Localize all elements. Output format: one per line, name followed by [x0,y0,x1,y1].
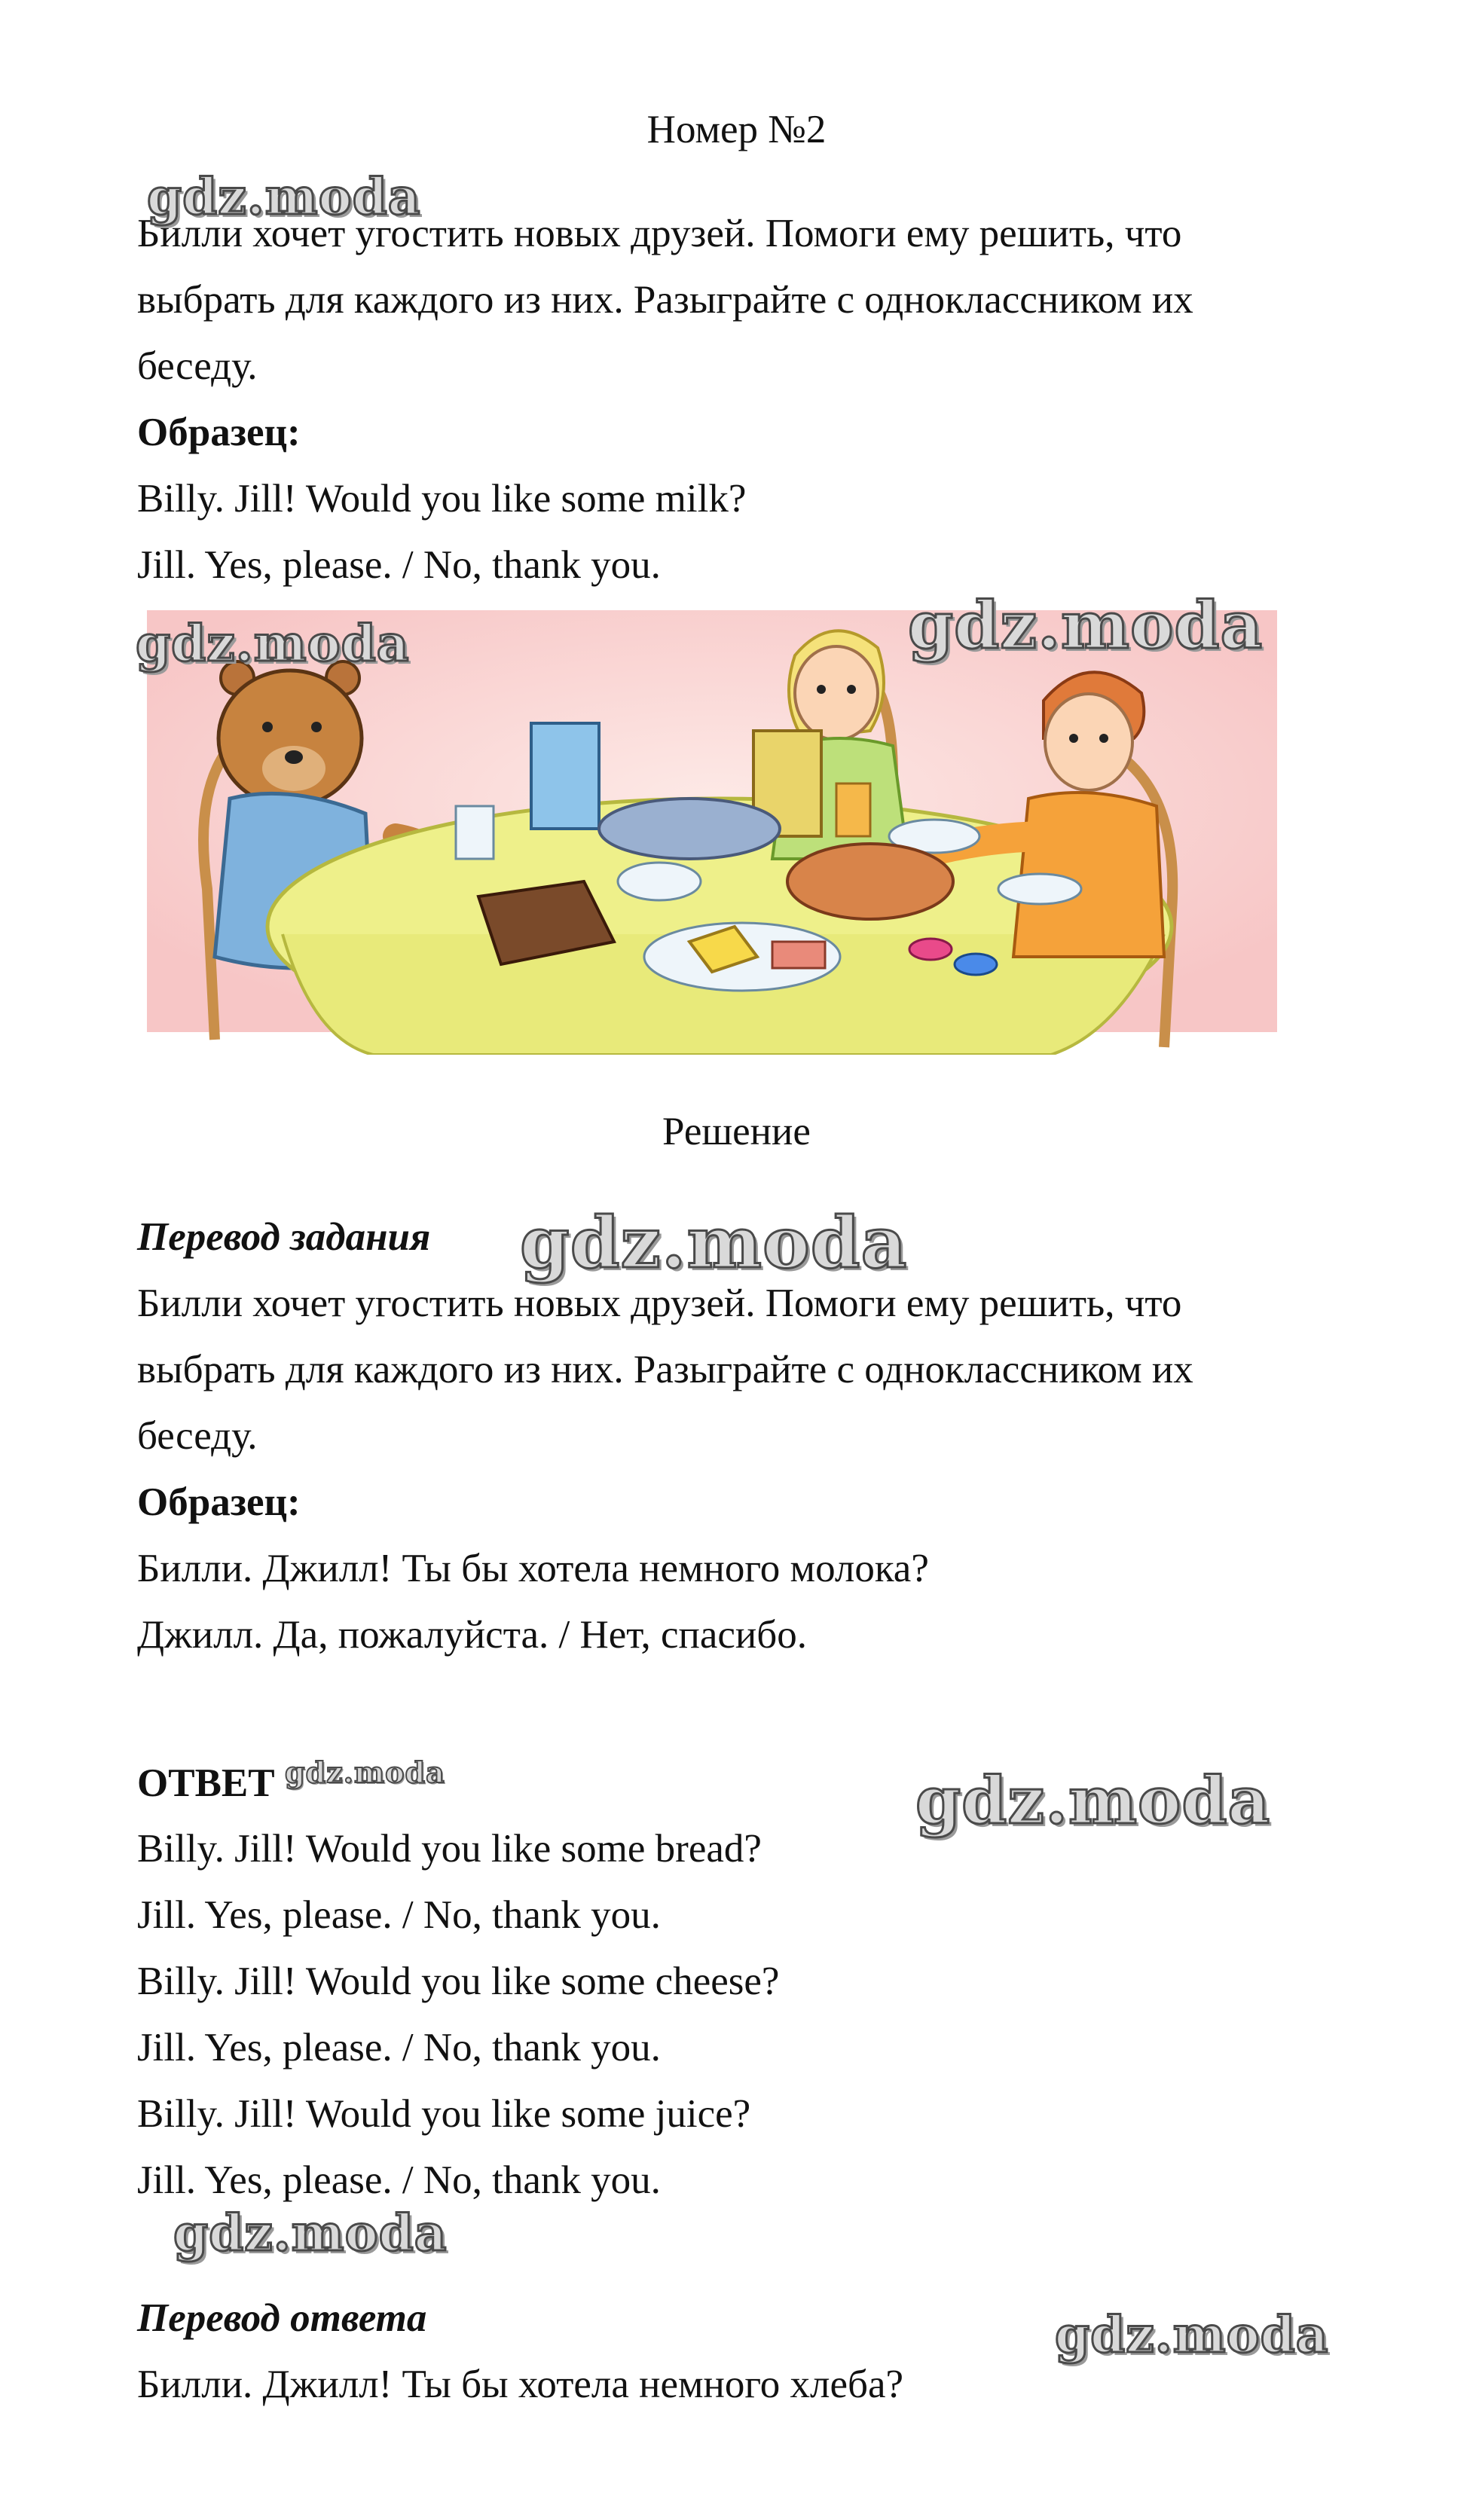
milk-carton [531,723,599,829]
translation-sample-line-1: Билли. Джилл! Ты бы хотела немного молока? [137,1547,929,1590]
sample-line-1: Billy. Jill! Would you like some milk? [137,477,747,521]
translation-sample-line-2: Джилл. Да, пожалуйста. / Нет, спасибо. [137,1613,807,1657]
watermark: gdz.moda [908,588,1264,664]
watermark: gdz.moda [520,1202,908,1284]
watermark: gdz.moda [915,1763,1271,1839]
translation-line-1: Билли хочет угостить новых друзей. Помоги ему решить, что [137,1281,1182,1325]
watermark: gdz.moda [173,2204,448,2262]
tea-party-illustration [147,610,1277,1055]
translation-line-3: беседу. [137,1414,258,1458]
solution-heading: Решение [662,1110,811,1153]
page-title: Номер №2 [646,108,827,151]
task-line-2: выбрать для каждого из них. Разыграйте с одноклассником их [137,278,1193,322]
answer-line-2: Jill. Yes, please. / No, thank you. [137,1893,661,1937]
answer-translation-line-1: Билли. Джилл! Ты бы хотела немного хлеба? [137,2363,904,2406]
watermark: gdz.moda [147,167,421,226]
task-line-1: Билли хочет угостить новых друзей. Помоги ему решить, что [137,212,1182,255]
translation-line-2: выбрать для каждого из них. Разыграйте с одноклассником их [137,1348,1193,1391]
answer-heading: ОТВЕТ [137,1761,275,1805]
watermark: gdz.moda [136,614,410,673]
sample-heading: Образец: [137,411,301,454]
answer-line-4: Jill. Yes, please. / No, thank you. [137,2026,661,2069]
sample-line-2: Jill. Yes, please. / No, thank you. [137,543,661,587]
answer-line-5: Billy. Jill! Would you like some juice? [137,2092,751,2136]
task-line-3: беседу. [137,344,258,388]
answer-line-3: Billy. Jill! Would you like some cheese? [137,1959,780,2003]
answer-line-1: Billy. Jill! Would you like some bread? [137,1827,762,1871]
candy [909,939,952,960]
fish-plate [599,799,780,859]
watermark: gdz.moda [285,1755,445,1789]
juice-glass [836,783,870,836]
translation-sample-heading: Образец: [137,1480,301,1524]
milk-glass [456,806,494,859]
answer-line-6: Jill. Yes, please. / No, thank you. [137,2158,661,2202]
answer-translation-heading: Перевод ответа [137,2296,427,2340]
task-translation-heading: Перевод задания [137,1215,431,1259]
watermark: gdz.moda [1055,2305,1329,2364]
cake [787,844,953,919]
